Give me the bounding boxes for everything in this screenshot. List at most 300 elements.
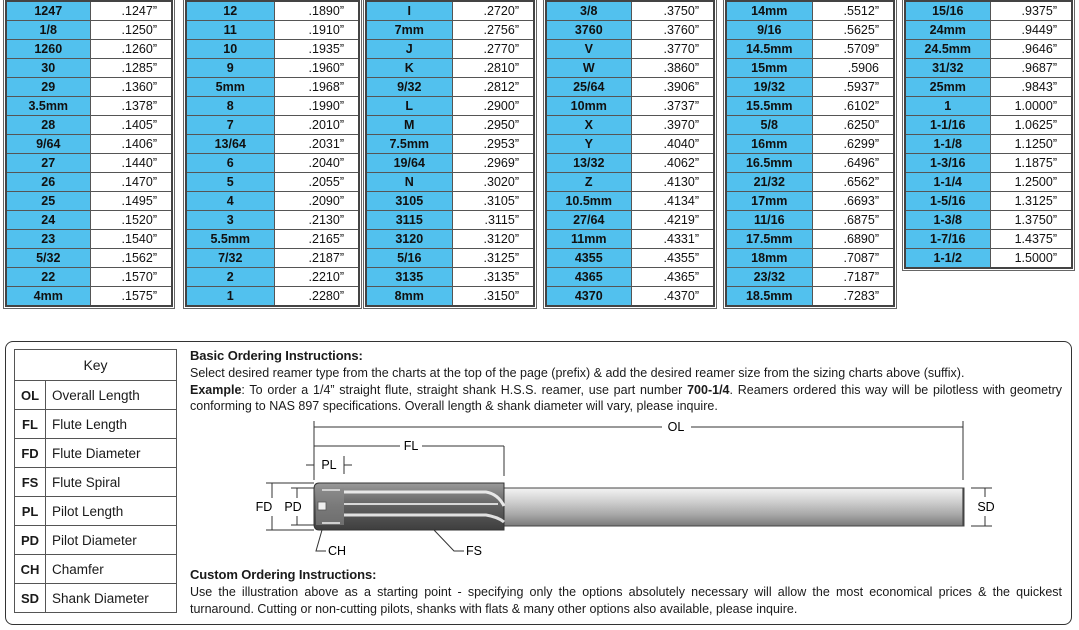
decimal-value: .1562” [90, 249, 172, 268]
key-row [15, 381, 177, 410]
decimal-value: .9687” [990, 59, 1072, 78]
size-label: 21/32 [726, 173, 812, 192]
decimal-value: .1890” [274, 1, 359, 21]
size-row [905, 249, 1072, 269]
size-label: 1 [905, 97, 990, 116]
size-row [905, 230, 1072, 249]
size-row [546, 173, 714, 192]
example-label: Example [190, 382, 242, 397]
size-row [726, 211, 894, 230]
size-row [366, 211, 534, 230]
size-row [366, 230, 534, 249]
ch-label: CH [327, 544, 347, 558]
size-row [366, 40, 534, 59]
size-row [546, 287, 714, 307]
size-label: 1260 [6, 40, 90, 59]
size-label: 1-3/16 [905, 154, 990, 173]
key-row [15, 497, 177, 526]
size-row [546, 78, 714, 97]
decimal-value: .1378” [90, 97, 172, 116]
size-label: 7.5mm [366, 135, 452, 154]
decimal-value: .4219” [631, 211, 714, 230]
decimal-value: .2165” [274, 230, 359, 249]
key-abbreviation: FL [15, 410, 46, 439]
decimal-value: .3105” [452, 192, 534, 211]
decimal-value: .6562” [812, 173, 894, 192]
key-abbreviation: PD [15, 526, 46, 555]
size-label: 24mm [905, 21, 990, 40]
size-label: 1/8 [6, 21, 90, 40]
size-label: 1247 [6, 1, 90, 21]
size-row [6, 59, 172, 78]
decimal-value: 1.4375” [990, 230, 1072, 249]
size-label: 13/32 [546, 154, 631, 173]
size-label: 9 [186, 59, 274, 78]
size-label: 25mm [905, 78, 990, 97]
size-label: 27 [6, 154, 90, 173]
size-row [6, 78, 172, 97]
size-row [186, 21, 359, 40]
decimal-value: 1.0625” [990, 116, 1072, 135]
decimal-value: .1520” [90, 211, 172, 230]
size-row [366, 287, 534, 307]
basic-line-1: Select desired reamer type from the charts at the top of the page (prefix) & add the desired reamer size from the sizing charts above (suffix). [190, 366, 965, 380]
size-label: 15.5mm [726, 97, 812, 116]
size-label: 3115 [366, 211, 452, 230]
decimal-value: .5512” [812, 1, 894, 21]
size-label: 11mm [546, 230, 631, 249]
size-row [6, 173, 172, 192]
size-row [726, 21, 894, 40]
decimal-value: .2130” [274, 211, 359, 230]
size-label: 3 [186, 211, 274, 230]
decimal-value: .4370” [631, 287, 714, 307]
size-row [6, 97, 172, 116]
size-label: 2 [186, 268, 274, 287]
size-row [726, 78, 894, 97]
key-table [14, 349, 177, 613]
size-label: 11 [186, 21, 274, 40]
decimal-value: .3750” [631, 1, 714, 21]
key-row [15, 439, 177, 468]
decimal-value: .6693” [812, 192, 894, 211]
decimal-value: .2900” [452, 97, 534, 116]
size-row [905, 1, 1072, 21]
size-label: X [546, 116, 631, 135]
decimal-value: 1.2500” [990, 173, 1072, 192]
size-row [186, 97, 359, 116]
size-row [366, 135, 534, 154]
size-row [546, 230, 714, 249]
size-label: 3760 [546, 21, 631, 40]
decimal-value: 1.1875” [990, 154, 1072, 173]
key-row [15, 555, 177, 584]
size-row [546, 192, 714, 211]
decimal-value: .5625” [812, 21, 894, 40]
size-label: 22 [6, 268, 90, 287]
size-label: 19/64 [366, 154, 452, 173]
size-row [905, 154, 1072, 173]
decimal-value: .5709” [812, 40, 894, 59]
size-row [186, 59, 359, 78]
decimal-value: .7187” [812, 268, 894, 287]
size-row [726, 116, 894, 135]
size-row [6, 116, 172, 135]
fd-label: FD [255, 500, 273, 514]
size-label: 4355 [546, 249, 631, 268]
size-row [546, 268, 714, 287]
size-row [6, 249, 172, 268]
size-row [905, 173, 1072, 192]
size-label: J [366, 40, 452, 59]
size-label: 25/64 [546, 78, 631, 97]
size-row [726, 192, 894, 211]
size-row [905, 59, 1072, 78]
size-row [726, 59, 894, 78]
size-row [726, 173, 894, 192]
size-row [905, 135, 1072, 154]
decimal-value: .3125” [452, 249, 534, 268]
key-abbreviation: OL [15, 381, 46, 410]
size-row [6, 135, 172, 154]
decimal-value: .4130” [631, 173, 714, 192]
decimal-value: .3135” [452, 268, 534, 287]
size-table-3 [365, 0, 535, 307]
decimal-value: 1.5000” [990, 249, 1072, 269]
custom-ordering-text: Use the illustration above as a starting point - specifying only the options absolutely necessary will allow the most economical prices & the quickest turnaround. Cutting or non-cutting pilots, shanks with flats & many other options also available, please inquire. [190, 585, 1062, 616]
size-label: 3/8 [546, 1, 631, 21]
decimal-value: .1405” [90, 116, 172, 135]
key-abbreviation: FD [15, 439, 46, 468]
decimal-value: .3770” [631, 40, 714, 59]
size-label: 3135 [366, 268, 452, 287]
size-row [186, 173, 359, 192]
decimal-value: .1495” [90, 192, 172, 211]
size-label: 19/32 [726, 78, 812, 97]
size-table-6 [904, 0, 1073, 269]
decimal-value: .4355” [631, 249, 714, 268]
decimal-value: .2969” [452, 154, 534, 173]
size-row [905, 21, 1072, 40]
decimal-value: .7087” [812, 249, 894, 268]
decimal-value: .6875” [812, 211, 894, 230]
size-label: 11/16 [726, 211, 812, 230]
size-table-2 [185, 0, 360, 307]
key-meaning: Flute Length [46, 410, 177, 439]
size-row [546, 21, 714, 40]
decimal-value: .9375” [990, 1, 1072, 21]
size-row [726, 1, 894, 21]
decimal-value: .1260” [90, 40, 172, 59]
size-row [546, 97, 714, 116]
decimal-value: .1540” [90, 230, 172, 249]
decimal-value: .9449” [990, 21, 1072, 40]
size-row [726, 135, 894, 154]
reamer-diagram [236, 418, 1016, 563]
size-row [186, 249, 359, 268]
size-row [6, 192, 172, 211]
size-row [6, 211, 172, 230]
size-label: 15mm [726, 59, 812, 78]
size-row [366, 173, 534, 192]
size-row [366, 97, 534, 116]
size-row [546, 40, 714, 59]
custom-ordering-heading: Custom Ordering Instructions: [190, 567, 377, 582]
size-label: 27/64 [546, 211, 631, 230]
size-label: 1-1/2 [905, 249, 990, 269]
example-text-post: . Reamers ordered this way will be pilotless with geometry conforming to NAS 897 specifications. Overall length & shank diameter will vary, please inquire. [190, 382, 1062, 413]
size-row [726, 97, 894, 116]
size-row [546, 116, 714, 135]
decimal-value: .9646” [990, 40, 1072, 59]
size-label: 10mm [546, 97, 631, 116]
decimal-value: .6496” [812, 154, 894, 173]
size-label: 24 [6, 211, 90, 230]
decimal-value: .3860” [631, 59, 714, 78]
decimal-value: .1406” [90, 135, 172, 154]
size-label: 9/16 [726, 21, 812, 40]
size-label: K [366, 59, 452, 78]
size-row [186, 287, 359, 307]
decimal-value: .2055” [274, 173, 359, 192]
size-table-5 [725, 0, 895, 307]
size-label: 4 [186, 192, 274, 211]
size-label: 9/64 [6, 135, 90, 154]
key-abbreviation: PL [15, 497, 46, 526]
size-row [366, 192, 534, 211]
size-label: 10 [186, 40, 274, 59]
size-row [366, 249, 534, 268]
size-label: 7/32 [186, 249, 274, 268]
decimal-value: .3020” [452, 173, 534, 192]
size-label: 1-5/16 [905, 192, 990, 211]
size-row [366, 154, 534, 173]
size-label: 4mm [6, 287, 90, 307]
key-row [15, 468, 177, 497]
size-row [546, 135, 714, 154]
size-label: Y [546, 135, 631, 154]
size-row [546, 249, 714, 268]
size-label: 18.5mm [726, 287, 812, 307]
key-meaning: Overall Length [46, 381, 177, 410]
size-row [186, 211, 359, 230]
size-label: 3105 [366, 192, 452, 211]
fs-label: FS [466, 544, 482, 558]
key-abbreviation: SD [15, 584, 46, 613]
size-row [6, 268, 172, 287]
size-label: Z [546, 173, 631, 192]
pd-label: PD [284, 500, 302, 514]
size-row [726, 268, 894, 287]
size-label: 5.5mm [186, 230, 274, 249]
fl-dimension [314, 439, 504, 476]
decimal-value: .1285” [90, 59, 172, 78]
size-row [366, 1, 534, 21]
fs-callout [434, 530, 482, 558]
size-row [186, 230, 359, 249]
example-text-pre: : To order a 1/4” straight flute, straight shank H.S.S. reamer, use part number [241, 382, 688, 397]
size-row [546, 59, 714, 78]
size-row [6, 40, 172, 59]
size-label: 4365 [546, 268, 631, 287]
size-row [6, 154, 172, 173]
decimal-value: .1247” [90, 1, 172, 21]
decimal-value: .6102” [812, 97, 894, 116]
key-row [15, 410, 177, 439]
size-row [546, 211, 714, 230]
size-label: 23/32 [726, 268, 812, 287]
decimal-value: .1575” [90, 287, 172, 307]
decimal-value: .2720” [452, 1, 534, 21]
size-label: 9/32 [366, 78, 452, 97]
decimal-value: .3115” [452, 211, 534, 230]
key-row [15, 526, 177, 555]
size-label: 26 [6, 173, 90, 192]
size-label: 1 [186, 287, 274, 307]
decimal-value: .2031” [274, 135, 359, 154]
decimal-value: .1570” [90, 268, 172, 287]
size-row [6, 287, 172, 307]
size-row [905, 116, 1072, 135]
size-label: 29 [6, 78, 90, 97]
decimal-value: .5906 [812, 59, 894, 78]
size-label: 17mm [726, 192, 812, 211]
decimal-value: .2756” [452, 21, 534, 40]
size-row [186, 116, 359, 135]
key-meaning: Flute Spiral [46, 468, 177, 497]
size-row [366, 78, 534, 97]
size-row [726, 230, 894, 249]
size-label: 14mm [726, 1, 812, 21]
size-label: 3.5mm [6, 97, 90, 116]
decimal-value: .9843” [990, 78, 1072, 97]
size-label: 10.5mm [546, 192, 631, 211]
size-label: 13/64 [186, 135, 274, 154]
size-label: 24.5mm [905, 40, 990, 59]
size-label: 1-1/4 [905, 173, 990, 192]
decimal-value: .7283” [812, 287, 894, 307]
decimal-value: .6299” [812, 135, 894, 154]
size-row [905, 97, 1072, 116]
decimal-value: .3906” [631, 78, 714, 97]
size-row [186, 40, 359, 59]
size-label: 1-1/8 [905, 135, 990, 154]
key-meaning: Flute Diameter [46, 439, 177, 468]
size-row [186, 135, 359, 154]
size-label: 6 [186, 154, 274, 173]
decimal-value: 1.3125” [990, 192, 1072, 211]
decimal-value: 1.1250” [990, 135, 1072, 154]
ol-label: OL [667, 420, 685, 434]
size-label: 5 [186, 173, 274, 192]
decimal-value: .2040” [274, 154, 359, 173]
size-row [726, 287, 894, 307]
size-label: 1-1/16 [905, 116, 990, 135]
size-label: 7 [186, 116, 274, 135]
size-label: 18mm [726, 249, 812, 268]
size-row [546, 154, 714, 173]
size-table-1 [5, 0, 173, 307]
size-label: N [366, 173, 452, 192]
size-label: V [546, 40, 631, 59]
decimal-value: .2187” [274, 249, 359, 268]
key-abbreviation: CH [15, 555, 46, 584]
size-label: 31/32 [905, 59, 990, 78]
decimal-value: .1440” [90, 154, 172, 173]
decimal-value: .4040” [631, 135, 714, 154]
decimal-value: .3150” [452, 287, 534, 307]
size-row [905, 192, 1072, 211]
size-row [366, 59, 534, 78]
size-row [546, 1, 714, 21]
size-label: 28 [6, 116, 90, 135]
decimal-value: .3120” [452, 230, 534, 249]
basic-ordering-text [190, 365, 1062, 415]
size-row [905, 78, 1072, 97]
size-label: 5/16 [366, 249, 452, 268]
decimal-value: .2770” [452, 40, 534, 59]
size-row [6, 21, 172, 40]
decimal-value: .2953” [452, 135, 534, 154]
size-label: I [366, 1, 452, 21]
key-meaning: Shank Diameter [46, 584, 177, 613]
fd-pd-dimension [256, 483, 314, 530]
size-label: 8mm [366, 287, 452, 307]
decimal-value: .3737” [631, 97, 714, 116]
decimal-value: 1.0000” [990, 97, 1072, 116]
basic-ordering-heading: Basic Ordering Instructions: [190, 348, 363, 363]
key-row [15, 584, 177, 613]
key-meaning: Pilot Length [46, 497, 177, 526]
decimal-value: .2950” [452, 116, 534, 135]
size-label: 16.5mm [726, 154, 812, 173]
size-label: 5/32 [6, 249, 90, 268]
size-row [366, 116, 534, 135]
pl-label: PL [321, 458, 337, 472]
decimal-value: .6250” [812, 116, 894, 135]
size-label: 4370 [546, 287, 631, 307]
reamer-body [314, 483, 964, 530]
sd-dimension [971, 488, 995, 526]
size-row [726, 249, 894, 268]
decimal-value: .1250” [90, 21, 172, 40]
size-label: 30 [6, 59, 90, 78]
decimal-value: .1935” [274, 40, 359, 59]
size-row [366, 268, 534, 287]
size-row [186, 1, 359, 21]
size-label: 3120 [366, 230, 452, 249]
decimal-value: .5937” [812, 78, 894, 97]
decimal-value: .3970” [631, 116, 714, 135]
decimal-value: .4365” [631, 268, 714, 287]
fl-label: FL [403, 439, 419, 453]
key-meaning: Pilot Diameter [46, 526, 177, 555]
decimal-value: .2280” [274, 287, 359, 307]
size-label: 23 [6, 230, 90, 249]
size-label: 16mm [726, 135, 812, 154]
size-row [726, 154, 894, 173]
decimal-value: .3760” [631, 21, 714, 40]
key-title: Key [15, 350, 177, 381]
size-row [186, 192, 359, 211]
size-label: L [366, 97, 452, 116]
size-row [366, 21, 534, 40]
size-label: M [366, 116, 452, 135]
decimal-value: 1.3750” [990, 211, 1072, 230]
decimal-value: .1968” [274, 78, 359, 97]
ch-callout [316, 530, 346, 558]
decimal-value: .2810” [452, 59, 534, 78]
